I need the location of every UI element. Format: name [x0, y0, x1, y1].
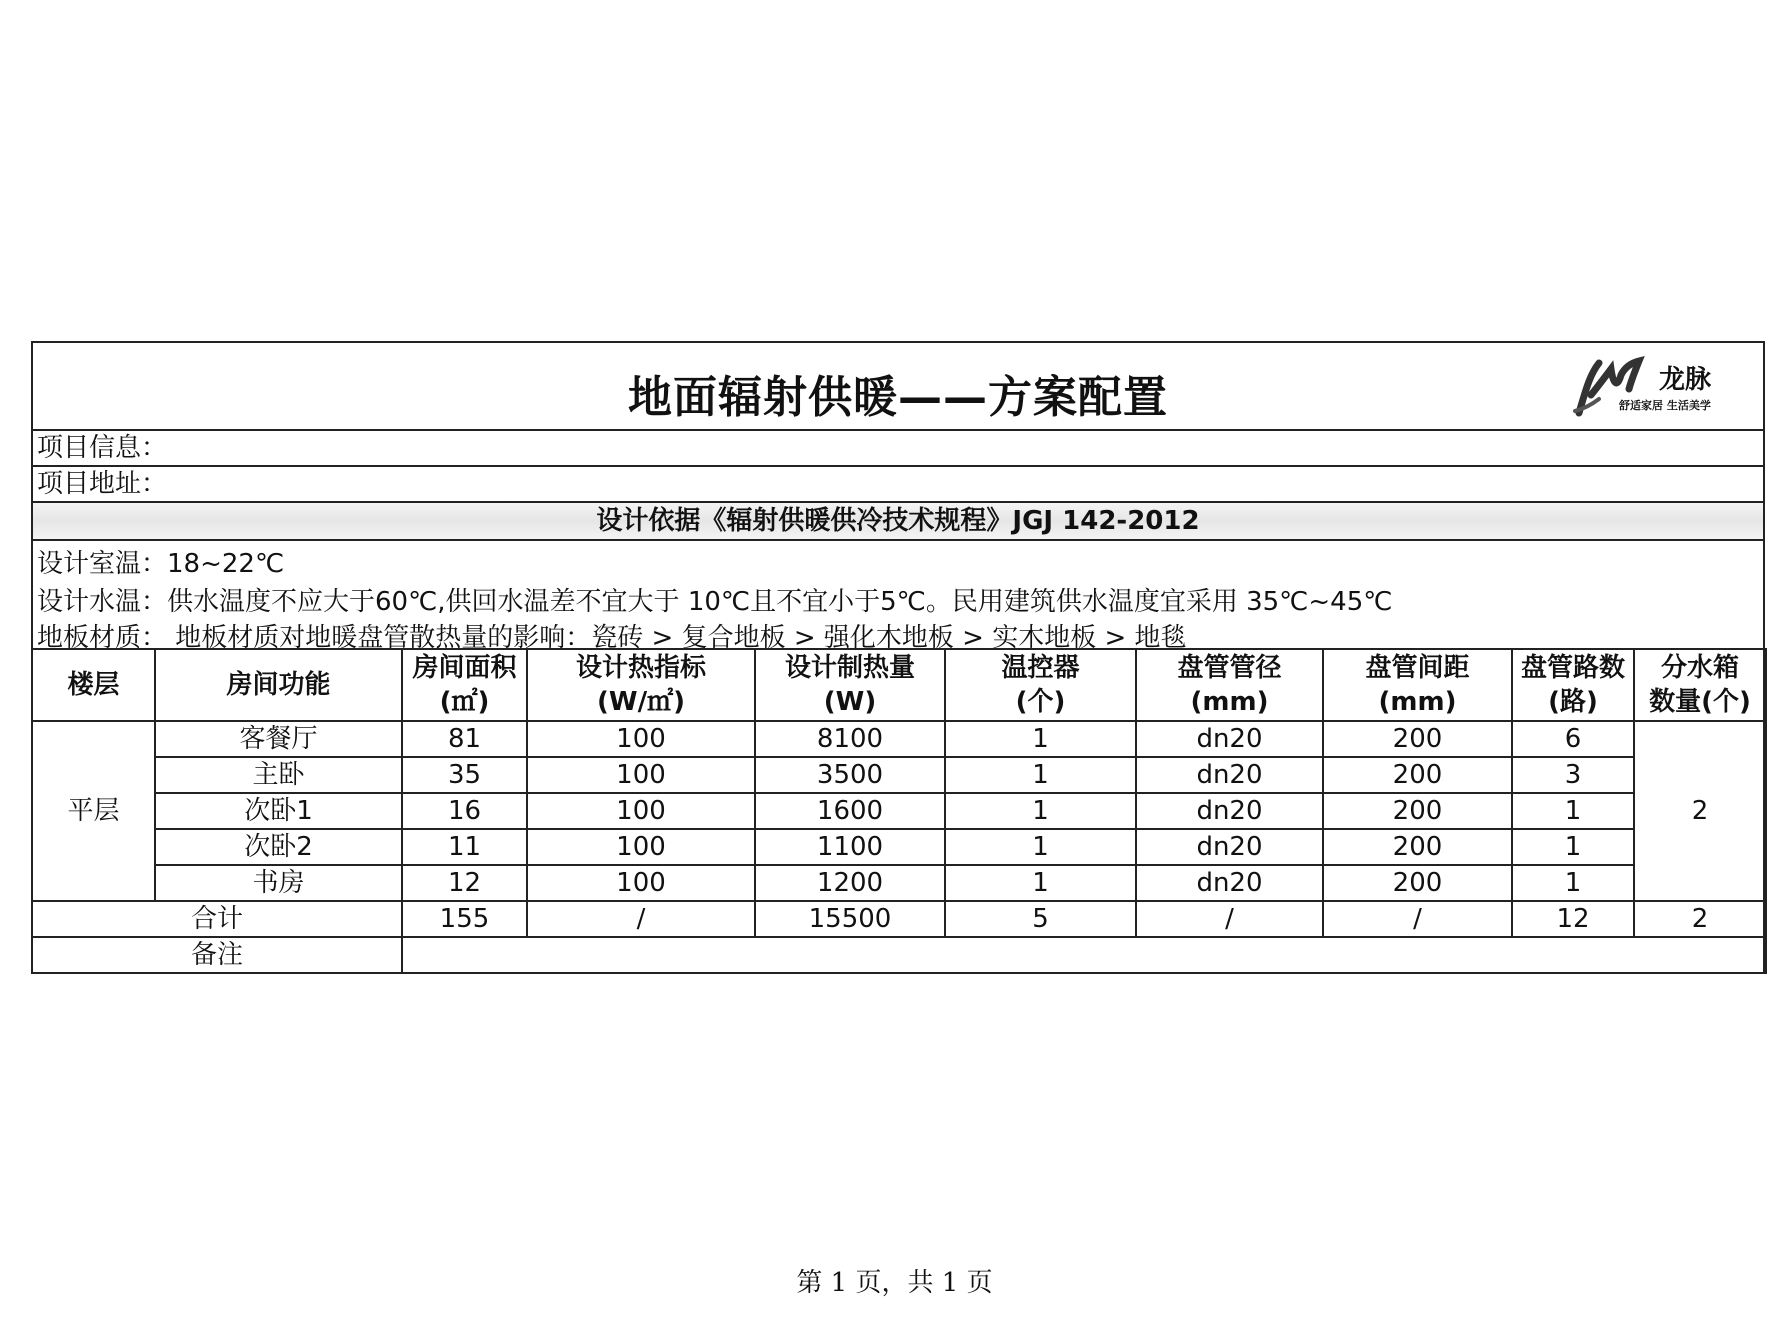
pipe-diameter-cell: dn20 [1136, 757, 1323, 793]
heat-index-cell: 100 [527, 793, 755, 829]
pipe-spacing-cell: 200 [1323, 721, 1512, 757]
plan-sheet [31, 341, 1765, 974]
table-row [32, 757, 1766, 793]
header-pipe-diameter: 盘管管径 (mm) [1136, 649, 1323, 721]
pipe-diameter-cell: dn20 [1136, 829, 1323, 865]
floor-material-note: 地板材质： 地板材质对地暖盘管散热量的影响：瓷砖 > 复合地板 > 强化木地板 > 实木地板 > 地毯 [37, 623, 1187, 653]
loops-cell: 3 [1512, 757, 1634, 793]
loops-cell: 1 [1512, 829, 1634, 865]
loops-cell: 1 [1512, 793, 1634, 829]
table-row [32, 865, 1766, 901]
room-cell: 书房 [155, 865, 402, 901]
total-area: 155 [402, 901, 527, 937]
area-cell: 12 [402, 865, 527, 901]
design-basis-row: 设计依据《辐射供暖供冷技术规程》JGJ 142-2012 [33, 503, 1763, 541]
project-address-row: 项目地址： [33, 467, 1763, 503]
pipe-diameter-cell: dn20 [1136, 793, 1323, 829]
title-row [33, 343, 1763, 431]
heating-config-table [31, 648, 1767, 974]
pipe-diameter-cell: dn20 [1136, 721, 1323, 757]
project-info-row: 项目信息： [33, 431, 1763, 467]
total-loops: 12 [1512, 901, 1634, 937]
header-manifold: 分水箱 数量(个) [1634, 649, 1766, 721]
thermostat-cell: 1 [945, 721, 1136, 757]
heat-index-cell: 100 [527, 829, 755, 865]
total-heat-load: 15500 [755, 901, 945, 937]
header-floor: 楼层 [32, 649, 155, 721]
header-area: 房间面积 (㎡) [402, 649, 527, 721]
total-row [32, 901, 1766, 937]
logo-brand-name: 龙脉 [1659, 365, 1712, 395]
logo-tagline: 舒适家居 生活美学 [1619, 399, 1711, 412]
area-cell: 16 [402, 793, 527, 829]
pipe-spacing-cell: 200 [1323, 793, 1512, 829]
total-pipe-spacing: / [1323, 901, 1512, 937]
loops-cell: 1 [1512, 865, 1634, 901]
thermostat-cell: 1 [945, 757, 1136, 793]
room-cell: 次卧2 [155, 829, 402, 865]
table-row [32, 721, 1766, 757]
header-pipe-spacing: 盘管间距 (mm) [1323, 649, 1512, 721]
header-heat-load: 设计制热量 (W) [755, 649, 945, 721]
heat-index-cell: 100 [527, 721, 755, 757]
remarks-value [402, 937, 1766, 973]
page-number: 第 1 页，共 1 页 [796, 1268, 993, 1298]
area-cell: 81 [402, 721, 527, 757]
room-cell: 次卧1 [155, 793, 402, 829]
header-heat-index: 设计热指标 (W/㎡) [527, 649, 755, 721]
thermostat-cell: 1 [945, 865, 1136, 901]
pipe-spacing-cell: 200 [1323, 757, 1512, 793]
total-label: 合计 [32, 901, 402, 937]
pipe-spacing-cell: 200 [1323, 829, 1512, 865]
heat-load-cell: 1600 [755, 793, 945, 829]
total-manifold: 2 [1634, 901, 1766, 937]
floor-name-cell: 平层 [32, 721, 155, 901]
heat-index-cell: 100 [527, 757, 755, 793]
brand-logo [1569, 355, 1749, 421]
heat-load-cell: 1100 [755, 829, 945, 865]
remarks-label: 备注 [32, 937, 402, 973]
table-header-row [32, 649, 1766, 721]
heat-load-cell: 3500 [755, 757, 945, 793]
thermostat-cell: 1 [945, 829, 1136, 865]
manifold-count-cell: 2 [1634, 721, 1766, 901]
total-heat-index: / [527, 901, 755, 937]
area-cell: 11 [402, 829, 527, 865]
total-thermostat: 5 [945, 901, 1136, 937]
remarks-row [32, 937, 1766, 973]
room-cell: 主卧 [155, 757, 402, 793]
table-row [32, 829, 1766, 865]
design-room-temp: 设计室温：18~22℃ [37, 549, 285, 579]
header-loops: 盘管路数 (路) [1512, 649, 1634, 721]
design-water-temp: 设计水温：供水温度不应大于60℃,供回水温差不宜大于 10℃且不宜小于5℃。民用建筑供水温度宜采用 35℃~45℃ [37, 587, 1393, 617]
pipe-spacing-cell: 200 [1323, 865, 1512, 901]
pipe-diameter-cell: dn20 [1136, 865, 1323, 901]
room-cell: 客餐厅 [155, 721, 402, 757]
table-row [32, 793, 1766, 829]
header-thermostat: 温控器 (个) [945, 649, 1136, 721]
loops-cell: 6 [1512, 721, 1634, 757]
heat-index-cell: 100 [527, 865, 755, 901]
header-room: 房间功能 [155, 649, 402, 721]
total-pipe-diameter: / [1136, 901, 1323, 937]
thermostat-cell: 1 [945, 793, 1136, 829]
area-cell: 35 [402, 757, 527, 793]
heat-load-cell: 8100 [755, 721, 945, 757]
heat-load-cell: 1200 [755, 865, 945, 901]
page-title: 地面辐射供暖——方案配置 [628, 372, 1168, 423]
